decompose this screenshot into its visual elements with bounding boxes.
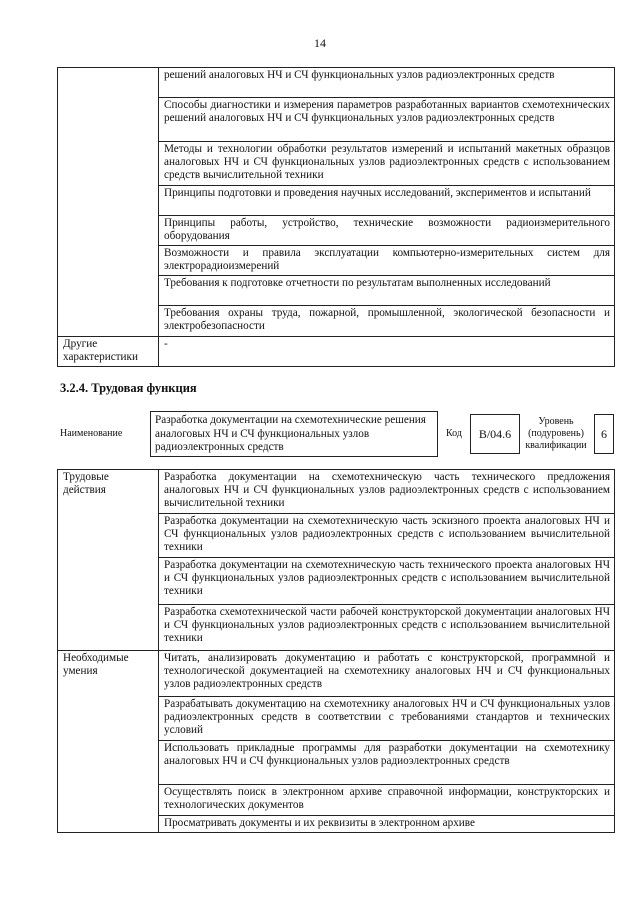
- table-cell: Читать, анализировать документацию и работать с конструкторской, программной и технологической документацией на схемотехнику аналоговых НЧ и СЧ функциональных узлов радиоэлектронных средств: [159, 651, 615, 697]
- table-cell: Разработка схемотехнической части рабочей конструкторской документации аналоговых НЧ и СЧ функциональных узлов радиоэлектронных средств с использованием вычислительной техники: [159, 605, 615, 651]
- table-cell: -: [159, 337, 615, 367]
- table-cell: Требования к подготовке отчетности по результатам выполненных исследований: [159, 276, 615, 306]
- table-cell: Принципы работы, устройство, технические возможности радиоизмерительного оборудования: [159, 216, 615, 246]
- name-label: Наименование: [60, 428, 123, 439]
- requirements-table-continued: [57, 67, 615, 367]
- table-cell: Разработка документации на схемотехническую часть технического предложения аналоговых НЧ и СЧ функциональных узлов радиоэлектронных средств с использованием вычислительной техники: [159, 470, 615, 514]
- table-cell: Разработка документации на схемотехническую часть эскизного проекта аналоговых НЧ и СЧ функциональных узлов радиоэлектронных средств с использованием вычислительной техники: [159, 514, 615, 558]
- qualification-level-box: 6: [594, 414, 614, 454]
- page-number: 14: [314, 36, 326, 50]
- table-cell: Способы диагностики и измерения параметров разработанных вариантов схемотехнических решений аналоговых НЧ и СЧ функциональных узлов радиоэлектронных средств: [159, 98, 615, 142]
- labor-function-table: [57, 469, 615, 833]
- table-cell: Просматривать документы и их реквизиты в электронном архиве: [159, 816, 615, 833]
- table-cell: Осуществлять поиск в электронном архиве справочной информации, конструкторских и технологических документов: [159, 785, 615, 816]
- table-cell: Требования охраны труда, пожарной, промышленной, экологической безопасности и электробезопасности: [159, 306, 615, 337]
- table-cell: Использовать прикладные программы для разработки документации на схемотехнику аналоговых НЧ и СЧ функциональных узлов радиоэлектронных средств: [159, 741, 615, 785]
- table-label-cell: Другие характеристики: [58, 337, 159, 367]
- table-cell: Разрабатывать документацию на схемотехнику аналоговых НЧ и СЧ функциональных узлов радиоэлектронных средств в соответствии с требованиями стандартов и технических условий: [159, 697, 615, 741]
- table-label-cell: Трудовые действия: [58, 470, 159, 651]
- section-heading: 3.2.4. Трудовая функция: [60, 381, 197, 395]
- table-cell: решений аналоговых НЧ и СЧ функциональных узлов радиоэлектронных средств: [159, 68, 615, 98]
- table-cell: Возможности и правила эксплуатации компьютерно-измерительных систем для электрорадиоизмерений: [159, 246, 615, 276]
- function-name-box: Разработка документации на схемотехнические решения аналоговых НЧ и СЧ функциональных узлов радиоэлектронных средств: [150, 411, 438, 457]
- code-label: Код: [446, 428, 462, 439]
- qualification-level-label: Уровень (подуровень) квалификации: [525, 416, 587, 451]
- code-value-box: В/04.6: [470, 414, 520, 454]
- table-cell: Методы и технологии обработки результатов измерений и испытаний макетных образцов аналоговых НЧ и СЧ функциональных узлов радиоэлектронных средств с использованием средств вычислительной техники: [159, 142, 615, 186]
- table-label-cell: [58, 68, 159, 337]
- table-cell: Разработка документации на схемотехническую часть технического проекта аналоговых НЧ и СЧ функциональных узлов радиоэлектронных средств с использованием вычислительной техники: [159, 558, 615, 605]
- table-cell: Принципы подготовки и проведения научных исследований, экспериментов и испытаний: [159, 186, 615, 216]
- table-label-cell: Необходимые умения: [58, 651, 159, 833]
